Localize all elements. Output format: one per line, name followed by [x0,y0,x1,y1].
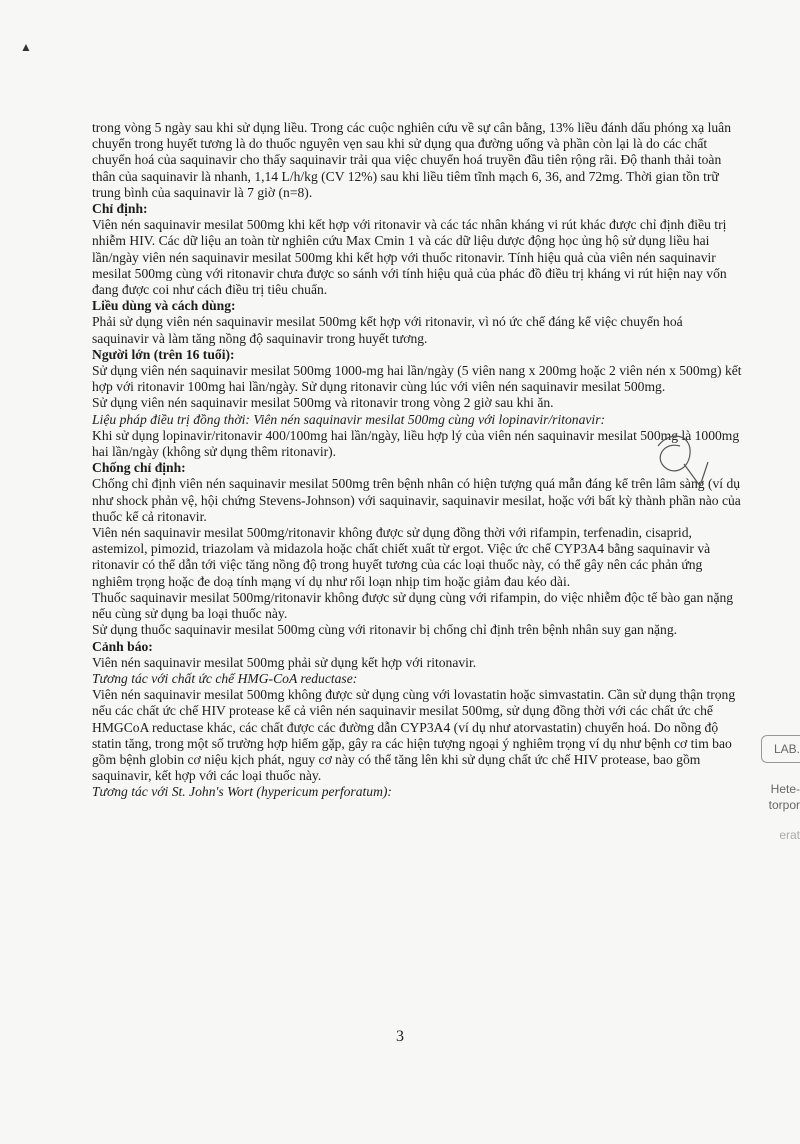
subheading-st-johns-wort: Tương tác với St. John's Wort (hypericum perforatum): [92,784,392,800]
paragraph-pharmacokinetics: trong vòng 5 ngày sau khi sử dụng liều. Trong các cuộc nghiên cứu về sự cân bằng, 13% liều đánh dấu phóng xạ luân chuyển trong huyết tương là do thuốc nguyên vẹn sau khi sử dụng qua đường uống và phần còn lại là do các chất chuyển hoá của saquinavir cho thấy saquinavir trải qua việc chuyển hoá truyền đầu tiên rộng rãi. Độ thanh thải toàn thân của saquinavir là nhanh, 1,14 L/h/kg (CV 12%) sau khi liều tiêm tĩnh mạch 6, 36, and 72mg. Thời gian tồn trữ trung bình của saquinavir là 7 giờ (n=8). [92,120,731,200]
paragraph-contraindication-rifampin: Thuốc saquinavir mesilat 500mg/ritonavir không được sử dụng cùng với rifampin, do việc nhiễm độc tế bào gan nặng nếu cùng sử dụng ba loại thuốc này. [92,589,734,622]
page-number: 3 [396,1028,404,1045]
heading-contraindications: Chống chỉ định: [92,460,186,476]
heading-indications: Chỉ định: [92,201,148,217]
paragraph-adults-dose: Sử dụng viên nén saquinavir mesilat 500mg 1000-mg hai lần/ngày (5 viên nang x 200mg hoặc 2 viên nén x 500mg) kết hợp với ritonavir 100mg hai lần/ngày. Sử dụng ritonavir cùng lúc với viên nén saquinavir mesilat 500mg. [92,363,742,395]
paragraph-contraindication-liver: Sử dụng thuốc saquinavir mesilat 500mg cùng với ritonavir bị chống chỉ định trên bệnh nhân suy gan nặng. [92,622,678,638]
handwritten-correction-mark [640,424,710,494]
subheading-concomitant-therapy: Liệu pháp điều trị đồng thời: Viên nén saquinavir mesilat 500mg cùng với lopinavir/ritonavir: [92,411,606,427]
edge-text-fragment: Hete- [770,782,800,796]
heading-adults: Người lớn (trên 16 tuổi): [92,346,235,362]
paragraph-contraindication-interactions: Viên nén saquinavir mesilat 500mg/ritonavir không được sử dụng đồng thời với rifampin, terfenadin, cisaprid, astemizol, pimozid, triazolam và midazola hoặc chất chiết xuất từ ergot. Việc ức chế CYP3A4 bằng saquinavir và ritonavir có thể dẫn tới việc tăng nồng độ trong huyết tương của các loại thuốc này, có thể gây nên các phản ứng nghiêm trọng hoặc đe doạ tính mạng ví dụ như rối loạn nhịp tim hoặc giảm đau kéo dài. [92,525,711,589]
subheading-hmg-coa: Tương tác với chất ức chế HMG-CoA reductase: [92,670,358,686]
paragraph-adults-timing: Sử dụng viên nén saquinavir mesilat 500mg và ritonavir trong vòng 2 giờ sau khi ăn. [92,395,554,411]
edge-text-fragment: torpor [768,798,800,812]
edge-text-fragment: erat [779,828,800,842]
heading-warnings: Cảnh báo: [92,638,153,654]
paragraph-indications: Viên nén saquinavir mesilat 500mg khi kết hợp với ritonavir và các tác nhân kháng vi rút khác được chỉ định điều trị nhiễm HIV. Các dữ liệu an toàn từ nghiên cứu Max Cmin 1 và các dữ liệu dược động học ủng hộ sử dụng liều hai lần/ngày viên nén saquinavir mesilat 500mg khi kết hợp với thuốc ritonavir. Tính hiệu quả của viên nén saquinavir mesilat 500mg cùng với ritonavir chưa được so sánh với tính hiệu quả của phác đồ điều trị kháng vi rút hiện nay vốn đang được coi như cách điều trị tiêu chuẩn. [92,217,727,298]
heading-dosage: Liều dùng và cách dùng: [92,298,236,314]
paragraph-dosage: Phải sử dụng viên nén saquinavir mesilat 500mg kết hợp với ritonavir, vì nó ức chế đáng kể việc chuyển hoá saquinavir và làm tăng nồng độ saquinavir trong huyết tương. [92,314,683,346]
paragraph-lopinavir: Khi sử dụng lopinavir/ritonavir 400/100mg hai lần/ngày, liều hợp lý của viên nén saquinavir mesilat 500mg là 1000mg hai lần/ngày (không sử dụng thêm ritonavir). [92,427,740,460]
paragraph-warning-ritonavir: Viên nén saquinavir mesilat 500mg phải sử dụng kết hợp với ritonavir. [92,654,477,670]
scan-speck: ▲ [20,40,32,54]
paragraph-statin-interaction: Viên nén saquinavir mesilat 500mg không được sử dụng cùng với lovastatin hoặc simvastatin. Cần sử dụng thận trọng nếu các chất ức chế HIV protease kể cả viên nén saquinavir mesilat 500mg, sử dụng đồng thời với các chất ức chế HMGCoA reductase khác, các chất được các đường dẫn CYP3A4 (ví dụ như atorvastatin) chuyển hoá. Do nồng độ statin tăng, trong một số trường hợp hiếm gặp, gây ra các hiện tượng ngoại ý nghiêm trọng ví dụ như bệnh cơ tim bao gồm bệnh globin cơ niệu kịch phát, nguy cơ này có thể tăng lên khi sử dụng chất ức chế HIV protease, bao gồm saquinavir, kết hợp với các loại thuốc này. [92,687,736,784]
edge-text-fragment: LAB. [773,742,800,756]
paragraph-contraindication-hypersensitivity: Chống chỉ định viên nén saquinavir mesilat 500mg trên bệnh nhân có hiện tượng quá mẫn đáng kể trên lâm sàng (ví dụ như shock phản vệ, hội chứng Stevens-Johnson) với saquinavir, saquinavir mesilat, hoặc với bất kỳ thành phần nào của thuốc kể cả ritonavir. [92,476,741,524]
